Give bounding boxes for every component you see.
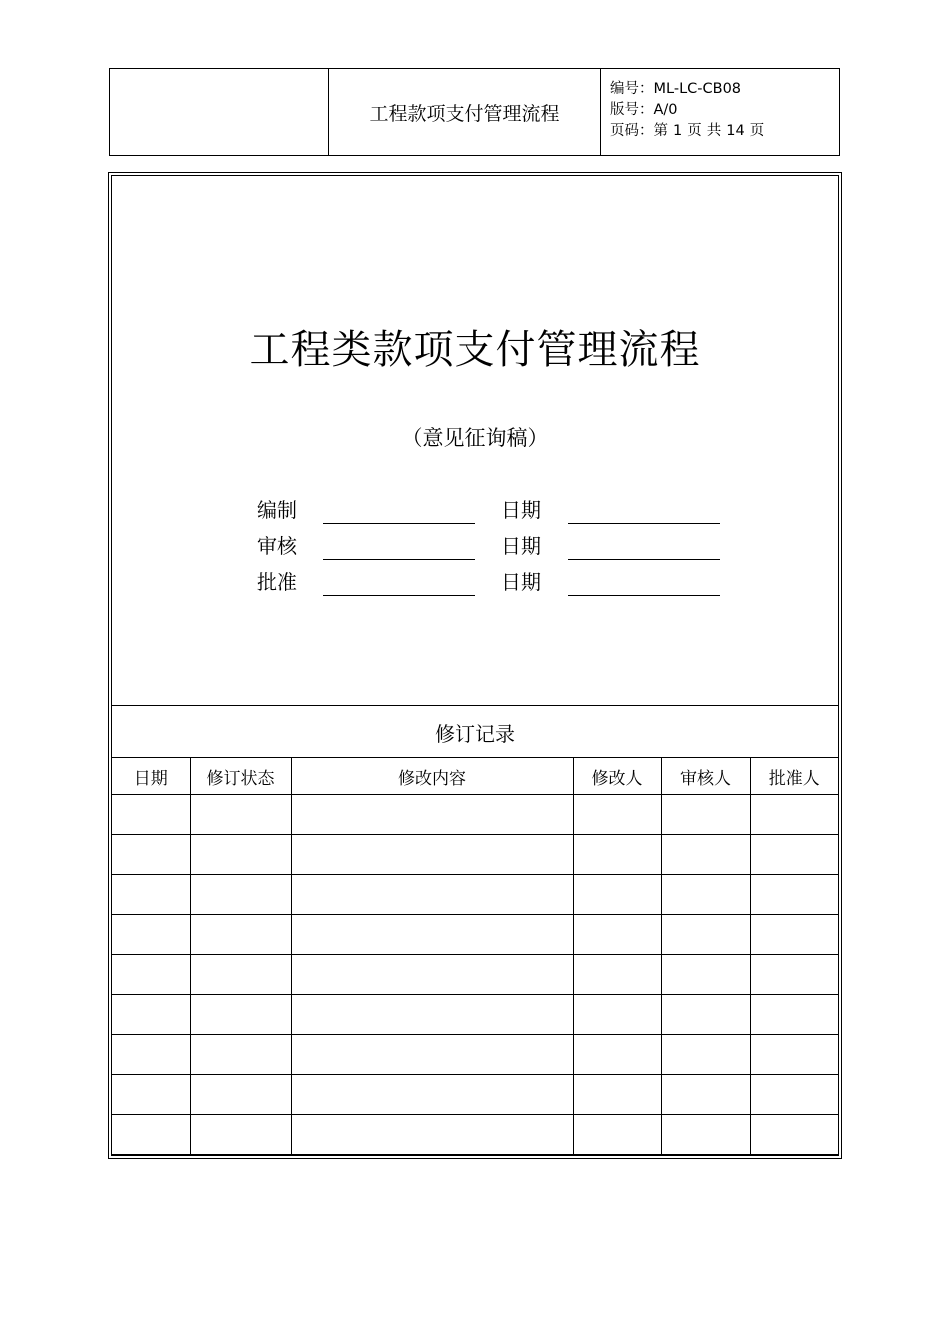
table-cell xyxy=(112,1035,190,1075)
version-line xyxy=(610,100,839,121)
table-cell xyxy=(750,955,838,995)
signoff-date-blank xyxy=(568,559,720,560)
cover-subtitle: （意见征询稿） xyxy=(401,426,549,450)
signoff-label: 审核 xyxy=(257,534,297,558)
signoff-row-approve xyxy=(257,566,727,596)
col-modifier: 修改人 xyxy=(573,758,661,795)
revision-body xyxy=(112,795,838,1155)
page-suffix: 页 xyxy=(749,123,765,139)
table-cell xyxy=(190,795,291,835)
table-cell xyxy=(112,1115,190,1155)
table-cell xyxy=(291,795,573,835)
table-cell xyxy=(291,915,573,955)
table-cell xyxy=(112,875,190,915)
signoff-date-label: 日期 xyxy=(501,534,541,558)
table-cell xyxy=(291,955,573,995)
table-cell xyxy=(190,1115,291,1155)
table-cell xyxy=(573,955,661,995)
doc-number-line xyxy=(610,79,839,100)
page-total: 14 xyxy=(726,123,745,139)
table-cell xyxy=(573,1035,661,1075)
table-cell xyxy=(112,1075,190,1115)
inner-frame xyxy=(111,175,839,1156)
table-cell xyxy=(661,795,750,835)
table-cell xyxy=(291,1035,573,1075)
table-cell xyxy=(750,1075,838,1115)
col-approver: 批准人 xyxy=(750,758,838,795)
table-row xyxy=(112,835,838,875)
table-cell xyxy=(661,1035,750,1075)
cover-section xyxy=(112,176,838,706)
page-prefix: 第 xyxy=(653,123,668,139)
table-cell xyxy=(661,995,750,1035)
table-cell xyxy=(190,835,291,875)
table-cell xyxy=(190,1035,291,1075)
page-line xyxy=(610,121,839,142)
table-cell xyxy=(112,955,190,995)
table-cell xyxy=(190,875,291,915)
table-row xyxy=(112,995,838,1035)
table-cell xyxy=(573,795,661,835)
table-cell xyxy=(750,875,838,915)
page-mid1: 页 xyxy=(687,123,702,139)
main-frame xyxy=(108,172,842,1159)
doc-number-label: 编号： xyxy=(610,81,654,97)
table-row xyxy=(112,915,838,955)
table-cell xyxy=(291,1075,573,1115)
revision-record xyxy=(112,707,838,1155)
table-cell xyxy=(291,875,573,915)
table-row xyxy=(112,1035,838,1075)
signoff-date-blank xyxy=(568,595,720,596)
table-cell xyxy=(661,875,750,915)
table-cell xyxy=(112,835,190,875)
table-cell xyxy=(661,1075,750,1115)
page-current: 1 xyxy=(673,123,683,139)
col-reviewer: 审核人 xyxy=(661,758,750,795)
version-label: 版号： xyxy=(610,102,654,118)
table-cell xyxy=(573,995,661,1035)
logo-cell xyxy=(110,69,329,155)
table-row xyxy=(112,955,838,995)
table-cell xyxy=(573,915,661,955)
table-cell xyxy=(190,995,291,1035)
col-change-content: 修改内容 xyxy=(291,758,573,795)
table-cell xyxy=(112,915,190,955)
signoff-date-blank xyxy=(568,523,720,524)
table-cell xyxy=(190,955,291,995)
revision-header-row xyxy=(112,758,838,795)
page-label: 页码： xyxy=(610,123,654,139)
table-cell xyxy=(573,1115,661,1155)
table-cell xyxy=(661,955,750,995)
table-cell xyxy=(190,915,291,955)
table-cell xyxy=(573,835,661,875)
header-meta xyxy=(601,69,839,155)
doc-number: ML-LC-CB08 xyxy=(653,81,742,97)
table-row xyxy=(112,1115,838,1155)
version: A/0 xyxy=(653,102,678,118)
table-cell xyxy=(750,1115,838,1155)
header-title: 工程款项支付管理流程 xyxy=(329,69,601,155)
signoff-date-label: 日期 xyxy=(501,498,541,522)
table-cell xyxy=(750,795,838,835)
table-cell xyxy=(661,915,750,955)
revision-table xyxy=(112,758,838,1155)
signoff-label: 批准 xyxy=(257,570,297,594)
signoff-blank xyxy=(323,523,475,524)
table-cell xyxy=(750,995,838,1035)
signoff-date-label: 日期 xyxy=(501,570,541,594)
table-cell xyxy=(112,995,190,1035)
table-cell xyxy=(573,875,661,915)
table-cell xyxy=(190,1075,291,1115)
page-mid2: 共 xyxy=(706,123,722,139)
table-cell xyxy=(291,835,573,875)
signoff-blank xyxy=(323,559,475,560)
table-row xyxy=(112,1075,838,1115)
cover-title: 工程类款项支付管理流程 xyxy=(249,327,701,373)
col-revision-status: 修订状态 xyxy=(190,758,291,795)
table-row xyxy=(112,875,838,915)
table-cell xyxy=(661,1115,750,1155)
table-cell xyxy=(112,795,190,835)
table-cell xyxy=(750,915,838,955)
signoff-row-compile xyxy=(257,494,727,524)
table-row xyxy=(112,795,838,835)
table-cell xyxy=(573,1075,661,1115)
table-cell xyxy=(661,835,750,875)
signoff-blank xyxy=(323,595,475,596)
signoff-label: 编制 xyxy=(257,498,297,522)
table-cell xyxy=(750,835,838,875)
table-cell xyxy=(291,995,573,1035)
revision-title: 修订记录 xyxy=(112,707,838,758)
col-date: 日期 xyxy=(112,758,190,795)
table-cell xyxy=(291,1115,573,1155)
document-header xyxy=(109,68,840,156)
signoff-row-review xyxy=(257,530,727,560)
table-cell xyxy=(750,1035,838,1075)
